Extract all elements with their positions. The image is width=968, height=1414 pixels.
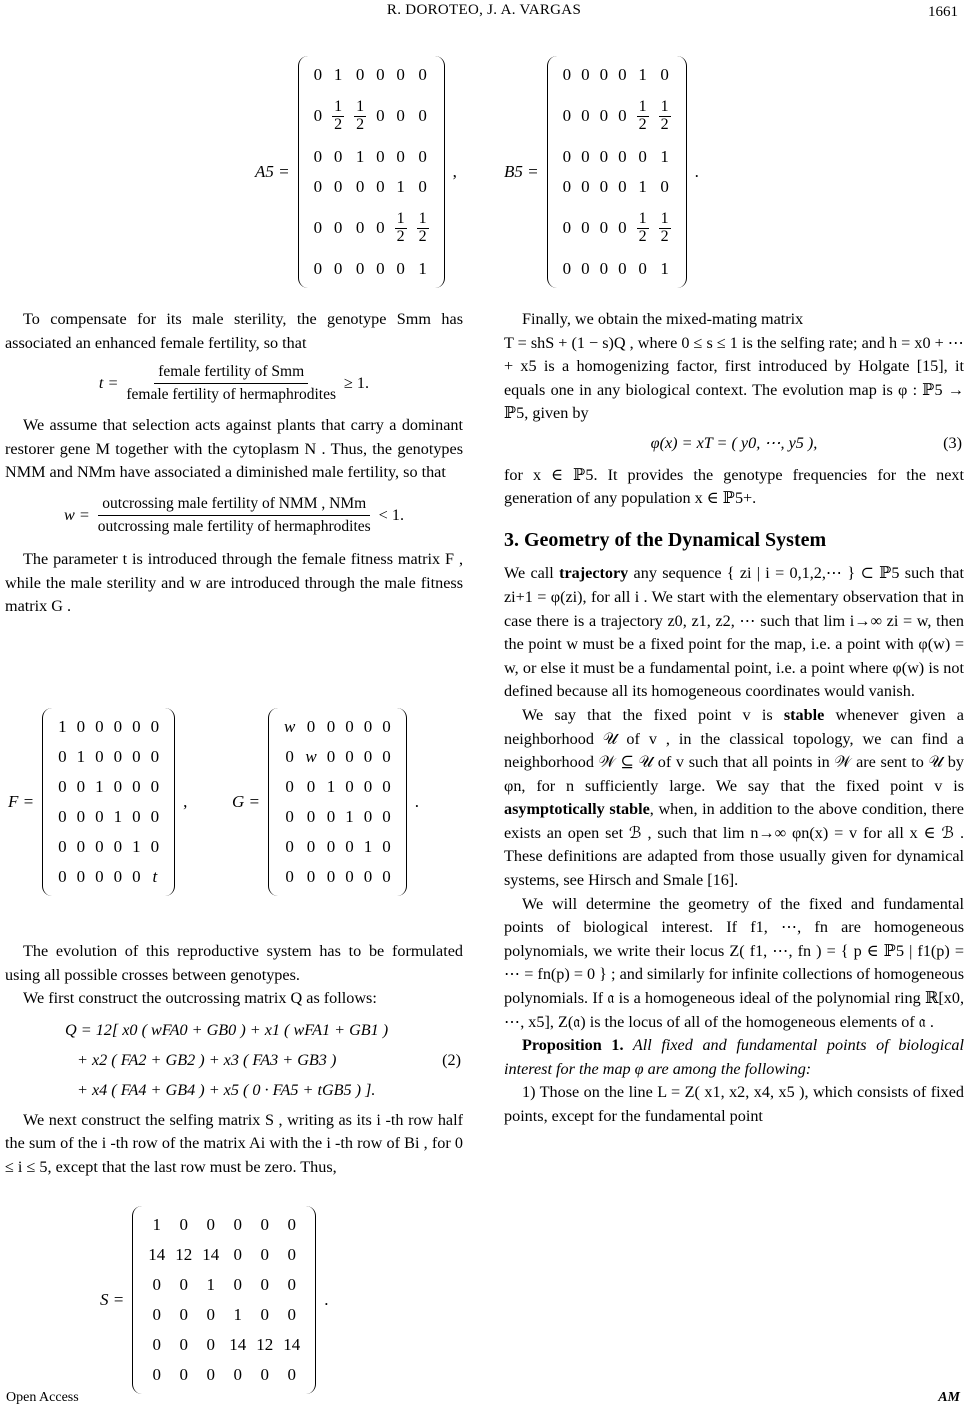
matrix-g-cell: 0 bbox=[285, 807, 294, 826]
matrix-g bbox=[268, 708, 407, 896]
matrix-a5-cell: 0 bbox=[333, 218, 343, 237]
matrix-g-cell: 0 bbox=[345, 747, 354, 766]
matrix-b5-cell: 1 bbox=[660, 147, 669, 166]
matrix-s-cell: 0 bbox=[152, 1275, 161, 1294]
matrix-b5-cell: 0 bbox=[599, 218, 609, 237]
matrix-b5-cell: 1 bbox=[660, 259, 669, 278]
matrix-s-cell: 0 bbox=[206, 1365, 215, 1384]
matrix-g-cell: 0 bbox=[382, 747, 391, 766]
matrix-g-cell: 0 bbox=[363, 867, 373, 886]
matrix-b5-cell: 0 bbox=[581, 218, 590, 237]
matrix-s-label: S = bbox=[100, 1290, 125, 1309]
matrix-g-cell: 0 bbox=[285, 777, 294, 796]
matrix-s-cell: 0 bbox=[206, 1305, 215, 1324]
matrix-f-cell: 0 bbox=[95, 837, 104, 856]
matrix-s-cell: 14 bbox=[283, 1335, 301, 1354]
matrix-f-cell: 0 bbox=[76, 837, 86, 856]
matrix-g-cell: 0 bbox=[345, 837, 354, 856]
matrix-b5-cell: 0 bbox=[618, 218, 627, 237]
matrix-b5-cell: 0 bbox=[581, 177, 590, 196]
matrix-b5-cell: 0 bbox=[562, 106, 572, 125]
matrix-b5-cell: 0 bbox=[618, 147, 627, 166]
matrix-a5-cell: 1 bbox=[396, 177, 405, 196]
matrix-g-cell: 0 bbox=[363, 777, 373, 796]
matrix-g-cell: 0 bbox=[326, 717, 336, 736]
matrix-f-cell: 1 bbox=[132, 837, 141, 856]
left-column bbox=[5, 308, 463, 619]
matrix-s bbox=[132, 1206, 316, 1394]
matrix-s-cell: 0 bbox=[233, 1215, 242, 1234]
proposition-text: All fixed and fundamental points of biological interest for the map φ are among the following: bbox=[504, 1036, 964, 1078]
matrix-g-cell: 0 bbox=[285, 747, 294, 766]
matrix-b5-cell: $\frac{1}{2}$ bbox=[660, 209, 669, 245]
matrix-b5-cell: 0 bbox=[599, 65, 609, 84]
matrix-f-cell: 0 bbox=[76, 867, 86, 886]
matrix-a5 bbox=[298, 56, 445, 288]
matrix-f-label: F = bbox=[8, 792, 35, 811]
matrix-f bbox=[42, 708, 175, 896]
matrix-g-cell: 0 bbox=[285, 837, 294, 856]
matrix-s-cell: 0 bbox=[287, 1365, 296, 1384]
matrix-g-cell: 0 bbox=[326, 867, 336, 886]
matrix-s-cell: 0 bbox=[287, 1245, 296, 1264]
matrix-s-cell: 0 bbox=[287, 1275, 296, 1294]
matrix-f-cell: 0 bbox=[150, 747, 160, 766]
matrix-b5-cell: $\frac{1}{2}$ bbox=[660, 97, 669, 133]
equation-2-number: (2) bbox=[442, 1050, 461, 1069]
paragraph-compensate: To compensate for its male sterility, the genotype Smm has associated an enhanced female fertility, so that bbox=[5, 310, 463, 352]
matrix-b5-cell: 0 bbox=[638, 147, 647, 166]
matrix-g-cell: 0 bbox=[326, 747, 336, 766]
equation-2 bbox=[65, 1015, 463, 1105]
matrix-a5-cell: 0 bbox=[333, 177, 343, 196]
matrix-a5-block: A5 = 0 1 0 0 0 0 0 $\frac{1}{2}$ $\frac{1}{2}$ 0 0 0 0 0 1 0 0 0 0 0 0 0 1 0 0 0 0 0 $\frac{1}{2}$ $\frac{1}{2}$ 0 0 0 0 0 1 , bbox=[255, 56, 465, 288]
proposition-item-1: 1) Those on the line L = Z( x1, x2, x4, x5 ), which consists of fixed points, except for the fundamental point bbox=[504, 1083, 964, 1125]
matrix-f-cell: 0 bbox=[113, 777, 123, 796]
matrix-s-cell: 0 bbox=[206, 1335, 215, 1354]
matrix-s-cell: 0 bbox=[179, 1275, 188, 1294]
matrix-f-cell: 0 bbox=[132, 867, 141, 886]
footer-journal-abbrev: AM bbox=[938, 1390, 960, 1405]
equation-w-denominator: outcrossing male fertility of hermaphrodites bbox=[97, 517, 371, 535]
matrix-b5-cell: 0 bbox=[660, 177, 669, 196]
matrix-a5-cell: 1 bbox=[355, 147, 365, 166]
matrix-f-cell: 0 bbox=[150, 717, 160, 736]
matrix-f-block: F = 1 0 0 0 0 0 0 1 0 0 0 0 0 0 1 0 0 0 0 0 0 1 0 0 0 0 0 0 1 0 0 0 0 0 0 t , bbox=[8, 708, 195, 896]
matrix-s-cell: 0 bbox=[179, 1305, 188, 1324]
paragraph-stable: We say that the fixed point v is stable whenever given a neighborhood 𝒰 of v , in the classical topology, we can find a neighborhood 𝒲 ⊆ 𝒰 of v such that all points in 𝒲 are sent to 𝒰 by φn, for n sufficiently large. We say that the fixed point v is asymptotically stable, when, in addition to the above condition, there exists an open set ℬ , such that lim n→∞ φn(x) = v for all x ∈ ℬ . These definitions are adapted from those usually given for dynamical systems, see Hirsch and Smale [16]. bbox=[504, 705, 964, 890]
matrix-f-cell: 0 bbox=[95, 747, 104, 766]
right-column bbox=[504, 308, 964, 1129]
matrix-a5-label: A5 = bbox=[255, 162, 290, 181]
matrix-a5-cell: 0 bbox=[313, 147, 323, 166]
matrix-g-cell: w bbox=[284, 717, 296, 736]
matrix-g-cell: 1 bbox=[326, 777, 336, 796]
matrix-g-cell: 0 bbox=[382, 867, 391, 886]
matrix-b5 bbox=[547, 56, 687, 288]
matrix-b5-cell: 0 bbox=[581, 147, 590, 166]
matrix-b5-label: B5 = bbox=[504, 162, 539, 181]
matrix-b5-cell: 1 bbox=[638, 177, 647, 196]
matrix-g-cell: 0 bbox=[306, 777, 316, 796]
matrix-a5-cell: 0 bbox=[418, 106, 427, 125]
matrix-s-cell: 1 bbox=[152, 1215, 161, 1234]
matrix-a5-cell: $\frac{1}{2}$ bbox=[356, 97, 365, 133]
matrix-f-cell: 0 bbox=[76, 777, 86, 796]
matrix-g-cell: 0 bbox=[382, 807, 391, 826]
matrix-s-cell: 0 bbox=[260, 1365, 269, 1384]
matrix-b5-cell: $\frac{1}{2}$ bbox=[638, 209, 647, 245]
matrix-f-cell: 0 bbox=[132, 747, 141, 766]
matrix-g-cell: 1 bbox=[363, 837, 373, 856]
matrix-b5-cell: 0 bbox=[618, 259, 627, 278]
matrix-b5-cell: 0 bbox=[660, 65, 669, 84]
matrix-a5-cell: 0 bbox=[396, 106, 405, 125]
matrix-f-cell: 0 bbox=[58, 777, 67, 796]
matrix-s-cell: 0 bbox=[287, 1215, 296, 1234]
equation-2-line-3: + x4 ( FA4 + GB4 ) + x5 ( 0 · FA5 + tGB5 ) ]. bbox=[77, 1080, 376, 1099]
matrix-f-cell: 0 bbox=[58, 837, 67, 856]
matrix-b5-cell: 0 bbox=[599, 177, 609, 196]
paragraph-mixed-mating-matrix: T = shS + (1 − s)Q , where 0 ≤ s ≤ 1 is the selfing rate; and h = x0 + ⋯ + x5 is a homogenizing factor, first introduced by Holgate [15], it equals one in any biological context. The evolution map is φ : ℙ5 → ℙ5, given by bbox=[504, 333, 964, 423]
matrix-f-cell: 0 bbox=[150, 837, 160, 856]
matrix-f-cell: 0 bbox=[76, 807, 86, 826]
matrix-b5-cell: $\frac{1}{2}$ bbox=[638, 97, 647, 133]
matrix-a5-cell: 0 bbox=[313, 106, 323, 125]
matrix-a5-cell: 0 bbox=[396, 147, 405, 166]
matrix-b5-cell: 0 bbox=[581, 106, 590, 125]
matrix-g-cell: 0 bbox=[382, 717, 391, 736]
matrix-s-cell: 0 bbox=[152, 1335, 161, 1354]
matrix-f-cell: 0 bbox=[132, 717, 141, 736]
equation-w-numerator: outcrossing male fertility of NMM , NMm bbox=[98, 493, 370, 516]
matrix-a5-cell: 0 bbox=[376, 259, 385, 278]
matrix-s-cell: 14 bbox=[202, 1245, 220, 1264]
matrix-g-cell: 0 bbox=[382, 837, 391, 856]
matrix-a5-cell: $\frac{1}{2}$ bbox=[334, 97, 343, 133]
matrix-b5-cell: 0 bbox=[599, 147, 609, 166]
matrix-f-cell: 0 bbox=[113, 837, 123, 856]
matrix-a5-cell: 0 bbox=[396, 65, 405, 84]
matrix-s-cell: 0 bbox=[260, 1275, 269, 1294]
matrix-f-cell: 0 bbox=[132, 807, 141, 826]
matrix-s-cell: 0 bbox=[152, 1365, 161, 1384]
matrix-s-cell: 0 bbox=[260, 1245, 269, 1264]
paragraph-evolution: The evolution of this reproductive system has to be formulated using all possible crosses between genotypes. bbox=[5, 942, 463, 984]
matrix-f-cell: 0 bbox=[113, 867, 123, 886]
section-heading: 3. Geometry of the Dynamical System bbox=[504, 528, 827, 551]
matrix-b5-cell: 0 bbox=[618, 106, 627, 125]
matrix-b5-cell: 0 bbox=[618, 65, 627, 84]
paragraph-geometry: We will determine the geometry of the fixed and fundamental points of biological interest. If f1, ⋯, fn are homogeneous polynomials, we write their locus Z( f1, ⋯, fn ) = { p ∈ ℙ5 | f1(p) = ⋯ = fn(p) = 0 } ; and similarly for infinite collections of homogeneous polynomials. If 𝔞 is a homogeneous ideal of the polynomial ring ℝ[x0, ⋯, x5], Z(𝔞) is the locus of all of the homogeneous elements of 𝔞 . bbox=[504, 894, 964, 1031]
matrix-g-cell: 0 bbox=[326, 837, 336, 856]
matrix-a5-cell: $\frac{1}{2}$ bbox=[396, 209, 405, 245]
matrix-b5-cell: 0 bbox=[581, 65, 590, 84]
matrix-a5-cell: 0 bbox=[376, 147, 385, 166]
equation-2-line-2: + x2 ( FA2 + GB2 ) + x3 ( FA3 + GB3 ) bbox=[77, 1050, 337, 1069]
matrix-b5-cell: 0 bbox=[599, 259, 609, 278]
matrix-g-cell: 0 bbox=[285, 867, 294, 886]
paragraph-selfing: We next construct the selfing matrix S , writing as its i -th row half the sum of the i -th row of the matrix Ai with the i -th row of Bi , for 0 ≤ i ≤ 5, except that the last row must be zero. Thus, bbox=[5, 1110, 463, 1176]
matrix-a5-cell: 0 bbox=[313, 177, 323, 196]
matrix-g-cell: 0 bbox=[306, 717, 316, 736]
matrix-s-cell: 0 bbox=[179, 1365, 188, 1384]
matrix-f-cell: 1 bbox=[76, 747, 86, 766]
matrix-b5-cell: 1 bbox=[638, 65, 647, 84]
matrix-s-cell: 0 bbox=[152, 1305, 161, 1324]
matrix-f-cell: 0 bbox=[58, 807, 67, 826]
matrix-f-cell: 1 bbox=[95, 777, 104, 796]
matrix-a5-cell: $\frac{1}{2}$ bbox=[418, 209, 427, 245]
footer-open-access: Open Access bbox=[6, 1390, 79, 1405]
matrix-f-cell: t bbox=[152, 867, 158, 886]
matrix-g-cell: 0 bbox=[345, 867, 354, 886]
matrix-b5-cell: 0 bbox=[562, 177, 572, 196]
matrix-a5-cell: 0 bbox=[313, 65, 323, 84]
matrix-s-cell: 0 bbox=[206, 1215, 215, 1234]
paragraph-outcrossing: We first construct the outcrossing matrix Q as follows: bbox=[23, 989, 377, 1008]
matrix-f-cell: 0 bbox=[76, 717, 86, 736]
matrix-f-cell: 0 bbox=[58, 747, 67, 766]
matrix-b5-cell: 0 bbox=[618, 177, 627, 196]
matrix-s-cell: 0 bbox=[260, 1305, 269, 1324]
matrix-s-cell: 0 bbox=[179, 1335, 188, 1354]
matrix-a5-cell: 0 bbox=[333, 147, 343, 166]
matrix-a5-cell: 0 bbox=[418, 65, 427, 84]
matrix-g-cell: 0 bbox=[306, 867, 316, 886]
matrix-s-cell: 0 bbox=[260, 1215, 269, 1234]
equation-2-line-1: Q = 12[ x0 ( wFA0 + GB0 ) + x1 ( wFA1 + GB1 ) bbox=[65, 1020, 389, 1039]
matrix-s-cell: 1 bbox=[233, 1305, 242, 1324]
matrix-f-cell: 0 bbox=[150, 777, 160, 796]
running-head: R. DOROTEO, J. A. VARGAS bbox=[386, 2, 582, 18]
matrix-g-cell: 0 bbox=[382, 777, 391, 796]
term-asymptotically-stable: asymptotically stable bbox=[504, 800, 650, 819]
matrix-s-cell: 12 bbox=[256, 1335, 274, 1354]
paragraph-trajectory: We call trajectory any sequence { zi | i = 0,1,2,⋯ } ⊂ ℙ5 such that zi+1 = φ(zi), for all i . We start with the elementary observation that in case there is a trajectory z0, z1, z2, ⋯ such that lim i→∞ zi = w, then the point w must be a fixed point for the map, i.e. a point with φ(w) = w, or else it must be a fundamental point, i.e. a point where φ(w) is not defined because all its homogeneous coordinates would vanish. bbox=[504, 564, 964, 701]
matrix-s-cell: 0 bbox=[179, 1215, 188, 1234]
matrix-a5-cell: 0 bbox=[355, 259, 365, 278]
matrix-b5-cell: 0 bbox=[599, 106, 609, 125]
matrix-g-label: G = bbox=[232, 792, 260, 811]
paragraph-genotype-frequencies: for x ∈ ℙ5. It provides the genotype frequencies for the next generation of any population x ∈ ℙ5+. bbox=[504, 465, 964, 508]
matrix-a5-cell: 1 bbox=[333, 65, 343, 84]
matrix-f-cell: 1 bbox=[58, 717, 67, 736]
matrix-a5-cell: 0 bbox=[313, 218, 323, 237]
matrix-g-cell: 0 bbox=[345, 717, 354, 736]
matrix-s-cell: 0 bbox=[233, 1275, 242, 1294]
matrix-a5-cell: 0 bbox=[376, 218, 385, 237]
term-trajectory: trajectory bbox=[559, 564, 629, 583]
equation-t-numerator: female fertility of Smm bbox=[154, 361, 308, 384]
matrix-g-cell: 0 bbox=[326, 807, 336, 826]
matrix-f-cell: 0 bbox=[150, 807, 160, 826]
paragraph-selection: We assume that selection acts against plants that carry a dominant restorer gene M together with the cytoplasm N . Thus, the genotypes NMM and NMm have associated a diminished male fertility, so that bbox=[5, 416, 463, 482]
matrix-a5-cell: 0 bbox=[355, 218, 365, 237]
matrix-s-cell: 1 bbox=[206, 1275, 215, 1294]
matrix-b5-block: B5 = 0 0 0 0 1 0 0 0 0 0 $\frac{1}{2}$ $\frac{1}{2}$ 0 0 0 0 0 1 0 0 0 0 1 0 0 0 0 0 $\frac{1}{2}$ $\frac{1}{2}$ 0 0 0 0 0 1 . bbox=[504, 56, 707, 288]
paragraph-parameter: The parameter t is introduced through the female fitness matrix F , while the male sterility and w are introduced through the male fitness matrix G . bbox=[5, 549, 463, 616]
matrix-a5-cell: 0 bbox=[355, 65, 365, 84]
proposition-label: Proposition 1. bbox=[522, 1036, 624, 1055]
matrix-b5-cell: 0 bbox=[562, 147, 572, 166]
matrix-a5-cell: 0 bbox=[396, 259, 405, 278]
matrix-a5-cell: 0 bbox=[376, 177, 385, 196]
matrix-s-cell: 14 bbox=[229, 1335, 247, 1354]
equation-3-number: (3) bbox=[943, 433, 962, 452]
matrix-g-cell: w bbox=[305, 747, 317, 766]
matrix-g-cell: 0 bbox=[306, 807, 316, 826]
matrix-a5-cell: 0 bbox=[376, 106, 385, 125]
matrix-f-cell: 0 bbox=[95, 717, 104, 736]
matrix-a5-cell: 0 bbox=[333, 259, 343, 278]
matrix-b5-cell: 0 bbox=[581, 259, 590, 278]
equation-t: t = $\frac{\text{female fertility of Smm}}{\text{female fertility of hermaphrodites}}$ ≥ 1. bbox=[5, 361, 463, 406]
matrix-s-cell: 12 bbox=[175, 1245, 193, 1264]
matrix-b5-cell: 0 bbox=[638, 259, 647, 278]
matrix-g-cell: 0 bbox=[306, 837, 316, 856]
matrix-f-cell: 0 bbox=[95, 807, 104, 826]
matrix-f-cell: 1 bbox=[113, 807, 123, 826]
left-column-lower bbox=[5, 940, 463, 1180]
matrix-s-cell: 0 bbox=[287, 1305, 296, 1324]
matrix-f-cell: 0 bbox=[132, 777, 141, 796]
matrix-g-cell: 0 bbox=[363, 807, 373, 826]
equation-3: φ(x) = xT = ( y0, ⋯, y5 ), (3) bbox=[504, 432, 964, 456]
matrix-a5-cell: 0 bbox=[418, 177, 427, 196]
equation-t-denominator: female fertility of hermaphrodites bbox=[126, 386, 336, 404]
matrix-f-cell: 0 bbox=[113, 747, 123, 766]
term-stable: stable bbox=[783, 705, 825, 724]
matrix-a5-cell: 0 bbox=[418, 147, 427, 166]
matrix-a5-cell: 0 bbox=[376, 65, 385, 84]
matrix-b5-cell: 0 bbox=[562, 259, 572, 278]
matrix-b5-cell: 0 bbox=[562, 65, 572, 84]
proposition-1 bbox=[504, 1034, 964, 1081]
matrix-a5-cell: 1 bbox=[418, 259, 427, 278]
page-number: 1661 bbox=[928, 4, 958, 20]
matrix-s-cell: 0 bbox=[233, 1365, 242, 1384]
equation-w: w = $\frac{\text{outcrossing male fertility of NMM , NMm}}{\text{outcrossing male fertility of hermaphrodites}}$ < 1. bbox=[5, 493, 463, 538]
matrix-f-cell: 0 bbox=[95, 867, 104, 886]
matrix-a5-cell: 0 bbox=[355, 177, 365, 196]
matrix-g-cell: 0 bbox=[363, 717, 373, 736]
matrix-g-cell: 0 bbox=[345, 777, 354, 796]
matrix-s-block: S = 1 0 0 0 0 0 14 12 14 0 0 0 0 0 1 0 0 0 0 0 0 1 0 0 0 0 0 14 12 14 0 0 0 0 0 0 . bbox=[100, 1206, 336, 1394]
matrix-g-block: G = w 0 0 0 0 0 0 w 0 0 0 0 0 0 1 0 0 0 0 0 0 1 0 0 0 0 0 0 1 0 0 0 0 0 0 0 . bbox=[232, 708, 427, 896]
matrix-a5-cell: 0 bbox=[313, 259, 323, 278]
matrix-s-cell: 0 bbox=[233, 1245, 242, 1264]
matrix-g-cell: 1 bbox=[345, 807, 354, 826]
matrix-f-cell: 0 bbox=[113, 717, 123, 736]
matrix-s-cell: 14 bbox=[148, 1245, 166, 1264]
matrix-f-cell: 0 bbox=[58, 867, 67, 886]
paragraph-mixed-mating: Finally, we obtain the mixed-mating matrix bbox=[522, 310, 804, 328]
matrix-b5-cell: 0 bbox=[562, 218, 572, 237]
matrix-g-cell: 0 bbox=[363, 747, 373, 766]
